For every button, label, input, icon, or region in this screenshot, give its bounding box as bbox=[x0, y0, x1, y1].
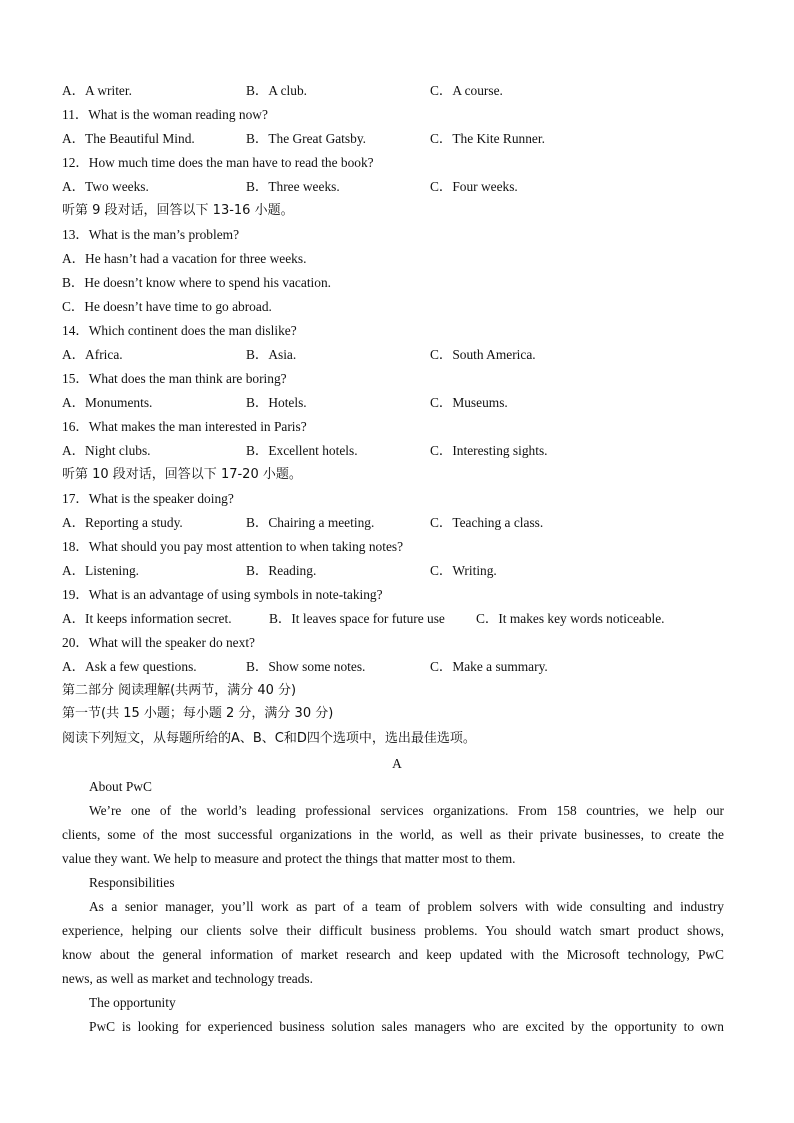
passage-label: A bbox=[392, 756, 402, 771]
about-line-3: value they want. We help to measure and protect the things that matter most to them. bbox=[62, 851, 516, 866]
q16-option-b: B．Excellent hotels. bbox=[246, 443, 358, 458]
q20-option-b: B．Show some notes. bbox=[246, 659, 366, 674]
q19-option-a: A．It keeps information secret. bbox=[62, 611, 232, 626]
q18-option-b: B．Reading. bbox=[246, 563, 317, 578]
q17-stem: 17．What is the speaker doing? bbox=[62, 491, 234, 506]
q14-option-a: A．Africa. bbox=[62, 347, 123, 362]
part-2-title: 第二部分 阅读理解(共两节，满分 40 分) bbox=[62, 683, 297, 698]
q19-stem: 19．What is an advantage of using symbols in note-taking? bbox=[62, 587, 383, 602]
reading-instruction: 阅读下列短文，从每题所给的A、B、C和D四个选项中，选出最佳选项。 bbox=[62, 731, 476, 746]
q17-option-b: B．Chairing a meeting. bbox=[246, 515, 375, 530]
q19-option-b: B．It leaves space for future use bbox=[269, 611, 445, 626]
q11-option-a: A．The Beautiful Mind. bbox=[62, 131, 195, 146]
resp-line-3: know about the general information of market research and keep updated with the Microsoft technology, PwC bbox=[62, 947, 724, 962]
q13-option-a: A．He hasn’t had a vacation for three weeks. bbox=[62, 251, 307, 266]
resp-line-2: experience, helping our clients solve their difficult business problems. You should watch smart product shows, bbox=[62, 923, 724, 938]
q16-option-c: C．Interesting sights. bbox=[430, 443, 548, 458]
resp-line-4: news, as well as market and technology treads. bbox=[62, 971, 313, 986]
about-line-2: clients, some of the most successful organizations in the world, as well as their private businesses, to create the bbox=[62, 827, 724, 842]
dialog-9-instruction: 听第 9 段对话，回答以下 13-16 小题。 bbox=[62, 203, 294, 218]
q18-option-a: A．Listening. bbox=[62, 563, 139, 578]
q12-option-a: A．Two weeks. bbox=[62, 179, 149, 194]
heading-opportunity: The opportunity bbox=[89, 995, 176, 1010]
q12-option-c: C．Four weeks. bbox=[430, 179, 518, 194]
q11-option-c: C．The Kite Runner. bbox=[430, 131, 545, 146]
q10-option-c: C．A course. bbox=[430, 83, 503, 98]
q10-option-b: B．A club. bbox=[246, 83, 308, 98]
q12-option-b: B．Three weeks. bbox=[246, 179, 340, 194]
q13-stem: 13．What is the man’s problem? bbox=[62, 227, 240, 242]
q18-stem: 18．What should you pay most attention to when taking notes? bbox=[62, 539, 404, 554]
q17-option-a: A．Reporting a study. bbox=[62, 515, 183, 530]
q13-option-b: B．He doesn’t know where to spend his vacation. bbox=[62, 275, 332, 290]
q20-option-c: C．Make a summary. bbox=[430, 659, 548, 674]
q19-option-c: C．It makes key words noticeable. bbox=[476, 611, 665, 626]
q15-option-b: B．Hotels. bbox=[246, 395, 307, 410]
q16-stem: 16．What makes the man interested in Paris? bbox=[62, 419, 307, 434]
q20-stem: 20．What will the speaker do next? bbox=[62, 635, 255, 650]
opp-line-1: PwC is looking for experienced business solution sales managers who are excited by the opportunity to own bbox=[89, 1019, 724, 1034]
q15-stem: 15．What does the man think are boring? bbox=[62, 371, 287, 386]
q20-option-a: A．Ask a few questions. bbox=[62, 659, 197, 674]
resp-line-1: As a senior manager, you’ll work as part of a team of problem solvers with wide consulting and industry bbox=[89, 899, 724, 914]
q11-stem: 11．What is the woman reading now? bbox=[62, 107, 268, 122]
q17-option-c: C．Teaching a class. bbox=[430, 515, 544, 530]
heading-responsibilities: Responsibilities bbox=[89, 875, 175, 890]
q14-option-b: B．Asia. bbox=[246, 347, 297, 362]
q15-option-c: C．Museums. bbox=[430, 395, 508, 410]
q14-stem: 14．Which continent does the man dislike? bbox=[62, 323, 297, 338]
q13-option-c: C．He doesn’t have time to go abroad. bbox=[62, 299, 272, 314]
about-line-1: We’re one of the world’s leading professional services organizations. From 158 countries, we help our bbox=[89, 803, 724, 818]
q15-option-a: A．Monuments. bbox=[62, 395, 153, 410]
section-1-title: 第一节(共 15 小题；每小题 2 分，满分 30 分) bbox=[62, 706, 334, 721]
q16-option-a: A．Night clubs. bbox=[62, 443, 151, 458]
q10-option-a: A．A writer. bbox=[62, 83, 132, 98]
q12-stem: 12．How much time does the man have to read the book? bbox=[62, 155, 374, 170]
dialog-10-instruction: 听第 10 段对话，回答以下 17-20 小题。 bbox=[62, 467, 302, 482]
heading-about: About PwC bbox=[89, 779, 152, 794]
q11-option-b: B．The Great Gatsby. bbox=[246, 131, 366, 146]
q14-option-c: C．South America. bbox=[430, 347, 536, 362]
q18-option-c: C．Writing. bbox=[430, 563, 497, 578]
